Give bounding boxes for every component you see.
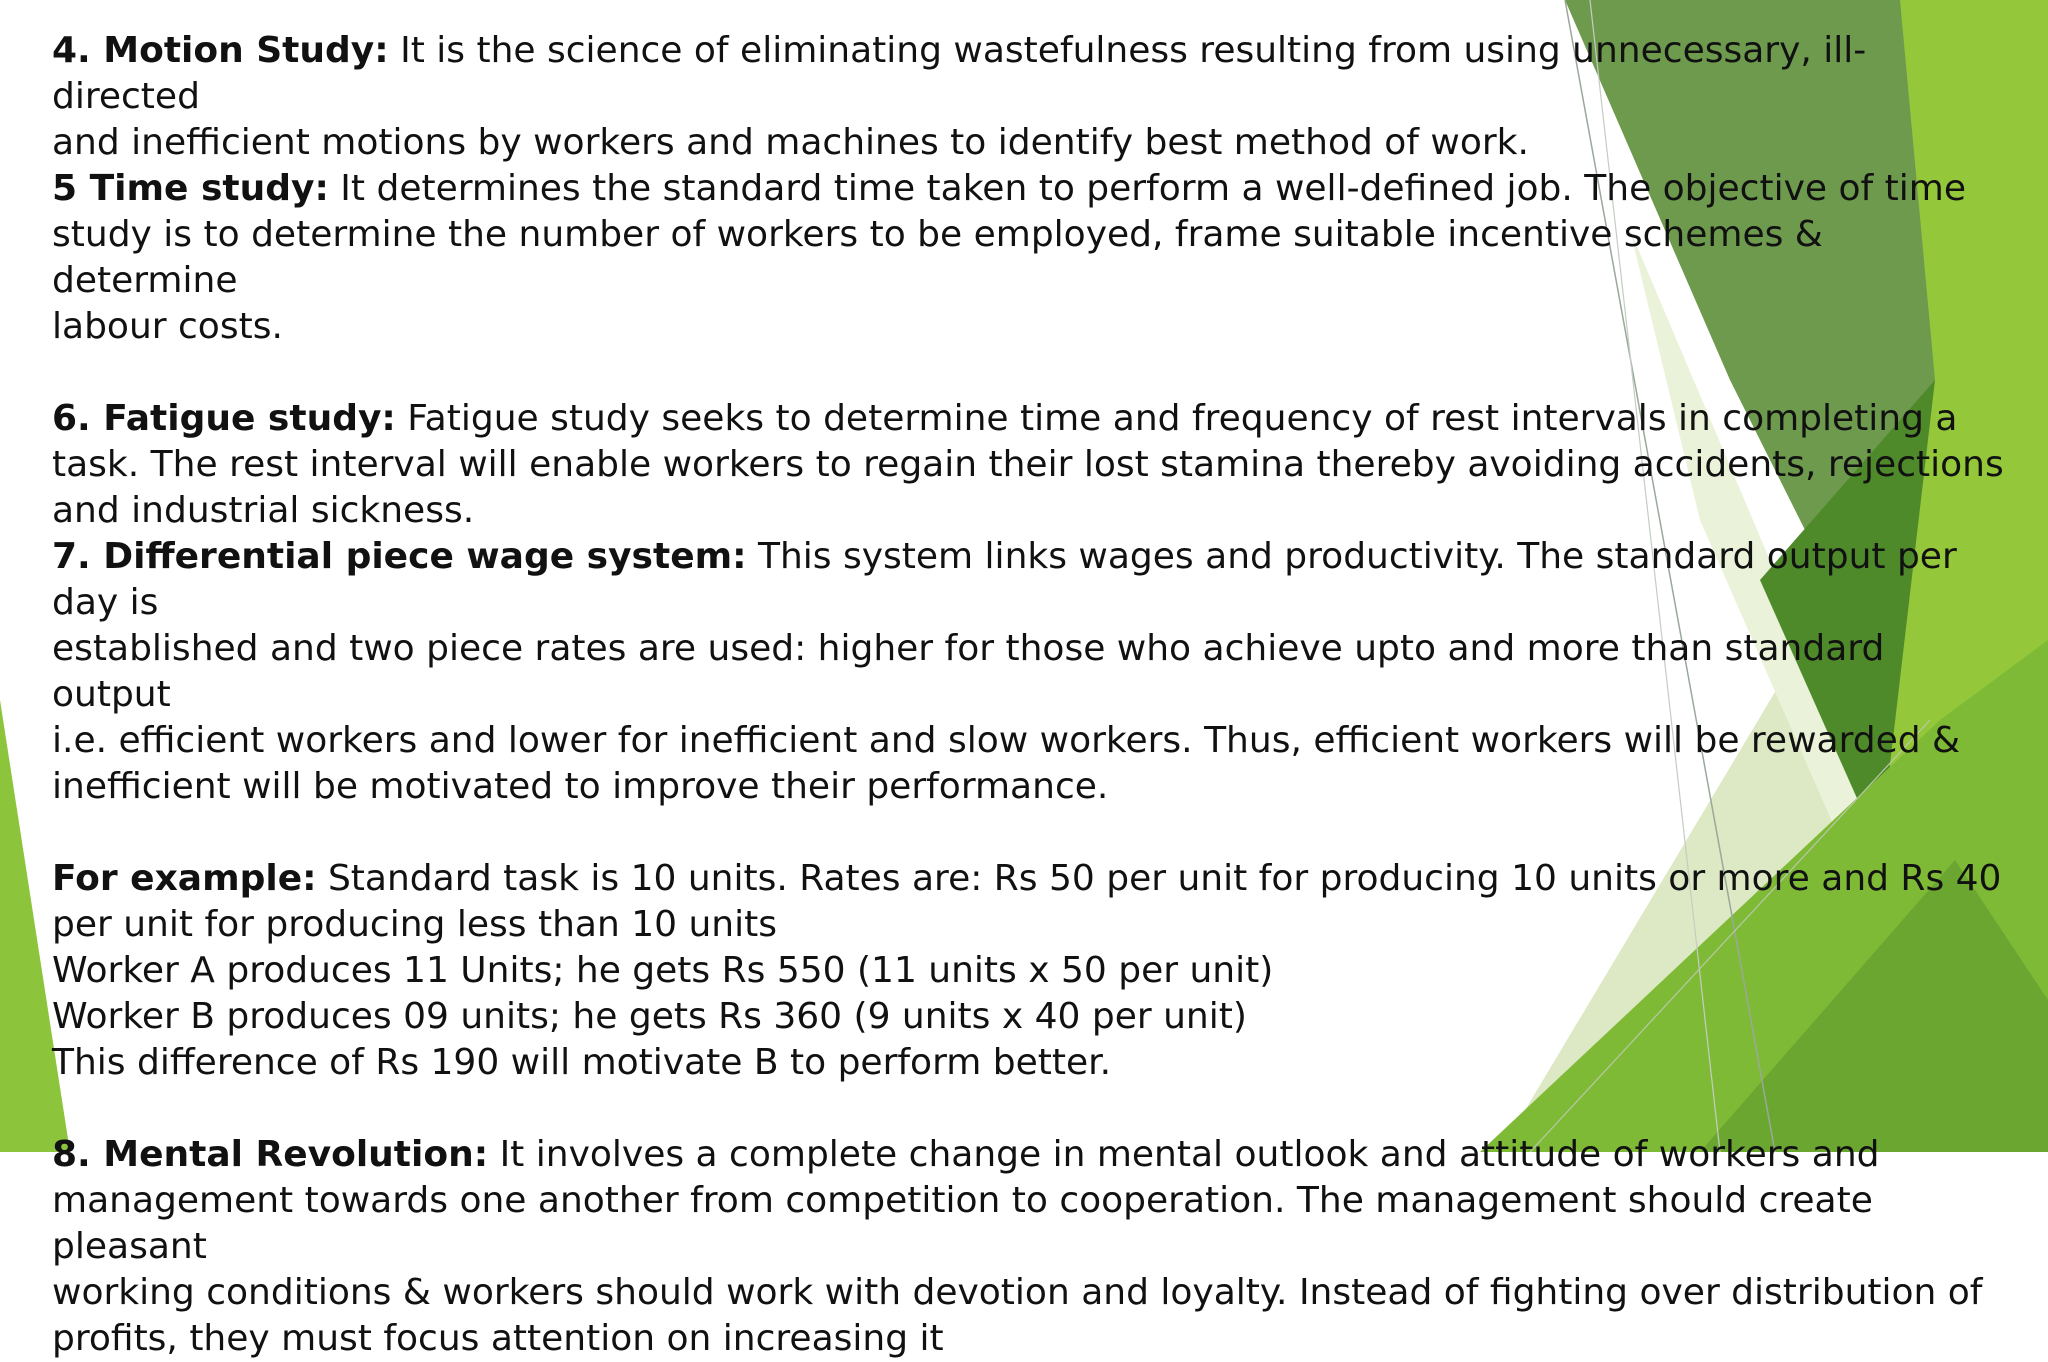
fatigue-study-heading: 6. Fatigue study: bbox=[52, 398, 396, 439]
fatigue-study-line-3: and industrial sickness. bbox=[52, 490, 475, 531]
differential-wage-paragraph bbox=[52, 534, 2012, 810]
differential-wage-heading: 7. Differential piece wage system: bbox=[52, 536, 747, 577]
time-study-heading: 5 Time study: bbox=[52, 168, 329, 209]
mental-revolution-heading: 8. Mental Revolution: bbox=[52, 1134, 489, 1175]
example-heading: For example: bbox=[52, 858, 317, 899]
motion-study-paragraph bbox=[52, 28, 2012, 166]
example-line-3: Worker A produces 11 Units; he gets Rs 550 (11 units x 50 per unit) bbox=[52, 950, 1274, 991]
fatigue-study-paragraph bbox=[52, 396, 2012, 534]
differential-wage-line-2: established and two piece rates are used: higher for those who achieve upto and more than standard output bbox=[52, 628, 1885, 715]
fatigue-study-line-2: task. The rest interval will enable workers to regain their lost stamina thereby avoiding accidents, rejections bbox=[52, 444, 2004, 485]
mental-revolution-line-2: management towards one another from competition to cooperation. The management should create pleasant bbox=[52, 1180, 1873, 1267]
time-study-line-1: 5 Time study: It determines the standard time taken to perform a well-defined job. The objective of time bbox=[52, 168, 1966, 209]
motion-study-line-2: and inefficient motions by workers and machines to identify best method of work. bbox=[52, 122, 1529, 163]
differential-wage-line-4: inefficient will be motivated to improve their performance. bbox=[52, 766, 1109, 807]
example-line-1: For example: Standard task is 10 units. Rates are: Rs 50 per unit for producing 10 units or more and Rs 40 bbox=[52, 858, 2002, 899]
mental-revolution-line-1: 8. Mental Revolution: It involves a complete change in mental outlook and attitude of workers and bbox=[52, 1134, 1880, 1175]
motion-study-heading: 4. Motion Study: bbox=[52, 30, 389, 71]
example-line-2: per unit for producing less than 10 units bbox=[52, 904, 777, 945]
paragraph-spacer bbox=[52, 810, 2012, 856]
mental-revolution-line-4: profits, they must focus attention on increasing it bbox=[52, 1318, 944, 1359]
paragraph-spacer bbox=[52, 1086, 2012, 1132]
example-paragraph bbox=[52, 856, 2012, 1086]
paragraph-spacer bbox=[52, 350, 2012, 396]
example-line-4: Worker B produces 09 units; he gets Rs 360 (9 units x 40 per unit) bbox=[52, 996, 1247, 1037]
example-line-5: This difference of Rs 190 will motivate B to perform better. bbox=[52, 1042, 1112, 1083]
differential-wage-line-3: i.e. efficient workers and lower for inefficient and slow workers. Thus, efficient workers will be rewarded & bbox=[52, 720, 1961, 761]
motion-study-line-1: 4. Motion Study: It is the science of eliminating wastefulness resulting from using unnecessary, ill-directed bbox=[52, 30, 1867, 117]
mental-revolution-line-3: working conditions & workers should work with devotion and loyalty. Instead of fighting over distribution of bbox=[52, 1272, 1983, 1313]
time-study-line-3: labour costs. bbox=[52, 306, 283, 347]
slide-body bbox=[52, 28, 2012, 1362]
time-study-line-2: study is to determine the number of workers to be employed, frame suitable incentive schemes & determine bbox=[52, 214, 1823, 301]
fatigue-study-line-1: 6. Fatigue study: Fatigue study seeks to determine time and frequency of rest intervals in completing a bbox=[52, 398, 1958, 439]
differential-wage-line-1: 7. Differential piece wage system: This system links wages and productivity. The standard output per day is bbox=[52, 536, 1957, 623]
mental-revolution-paragraph bbox=[52, 1132, 2012, 1362]
time-study-paragraph bbox=[52, 166, 2012, 350]
